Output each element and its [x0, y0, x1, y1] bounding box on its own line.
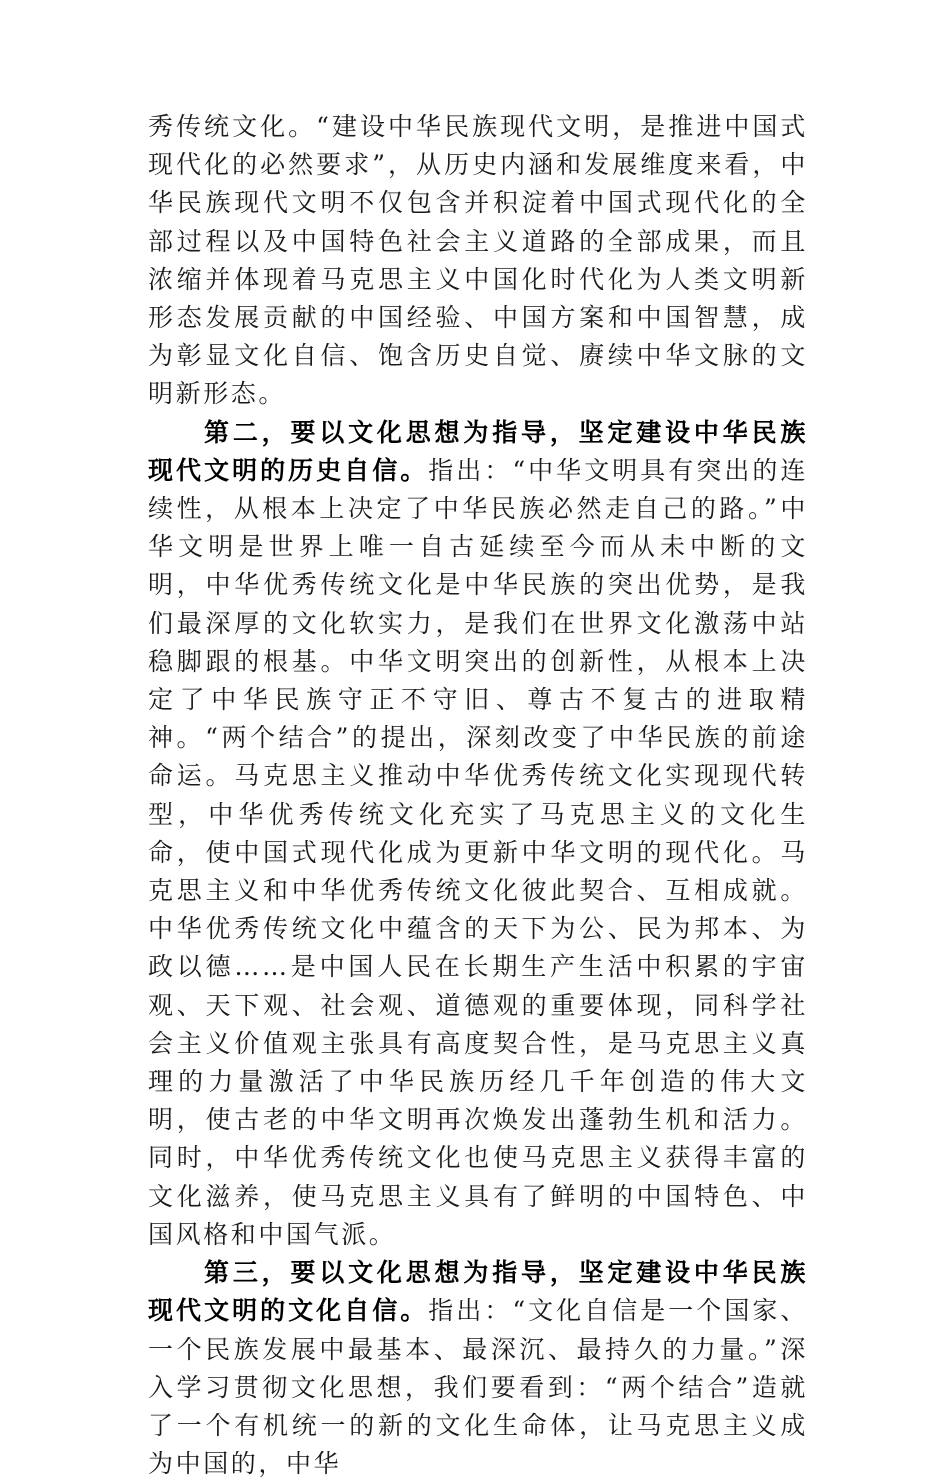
- paragraph-continuation: [148, 108, 808, 414]
- paragraph-heading: 第三，要以文化思想为指导，坚定建设中华民族现代文明的文化自信。: [148, 1258, 808, 1326]
- paragraph-historical-confidence: [148, 414, 808, 1254]
- paragraph-cultural-confidence: [148, 1254, 808, 1483]
- document-body: [148, 108, 808, 1483]
- paragraph-body: 指出：“中华文明具有突出的连续性，从根本上决定了中华民族必然走自己的路。”中华文明是世界上唯一自古延续至今而从未中断的文明，中华优秀传统文化是中华民族的突出优势，是我们最深厚的文化软实力，是我们在世界文化激荡中站稳脚跟的根基。中华文明突出的创新性，从根本上决定了中华民族守正不守旧、尊古不复古的进取精神。“两个结合”的提出，深刻改变了中华民族的前途命运。马克思主义推动中华优秀传统文化实现现代转型，中华优秀传统文化充实了马克思主义的文化生命，使中国式现代化成为更新中华文明的现代化。马克思主义和中华优秀传统文化彼此契合、互相成就。中华优秀传统文化中蕴含的天下为公、民为邦本、为政以德……是中国人民在长期生产生活中积累的宇宙观、天下观、社会观、道德观的重要体现，同科学社会主义价值观主张具有高度契合性，是马克思主义真理的力量激活了中华民族历经几千年创造的伟大文明，使古老的中华文明再次焕发出蓬勃生机和活力。同时，中华优秀传统文化也使马克思主义获得丰富的文化滋养，使马克思主义具有了鲜明的中国特色、中国风格和中国气派。: [148, 455, 808, 1249]
- paragraph-heading: 第二，要以文化思想为指导，坚定建设中华民族现代文明的历史自信。: [148, 417, 808, 485]
- paragraph-body: 秀传统文化。“建设中华民族现代文明，是推进中国式现代化的必然要求”，从历史内涵和发展维度来看，中华民族现代文明不仅包含并积淀着中国式现代化的全部过程以及中国特色社会主义道路的全部成果，而且浓缩并体现着马克思主义中国化时代化为人类文明新形态发展贡献的中国经验、中国方案和中国智慧，成为彰显文化自信、饱含历史自觉、赓续中华文脉的文明新形态。: [148, 112, 808, 409]
- paragraph-body: 指出：“文化自信是一个国家、一个民族发展中最基本、最深沉、最持久的力量。”深入学习贯彻文化思想，我们要看到：“两个结合”造就了一个有机统一的新的文化生命体，让马克思主义成为中国的，中华: [148, 1296, 808, 1479]
